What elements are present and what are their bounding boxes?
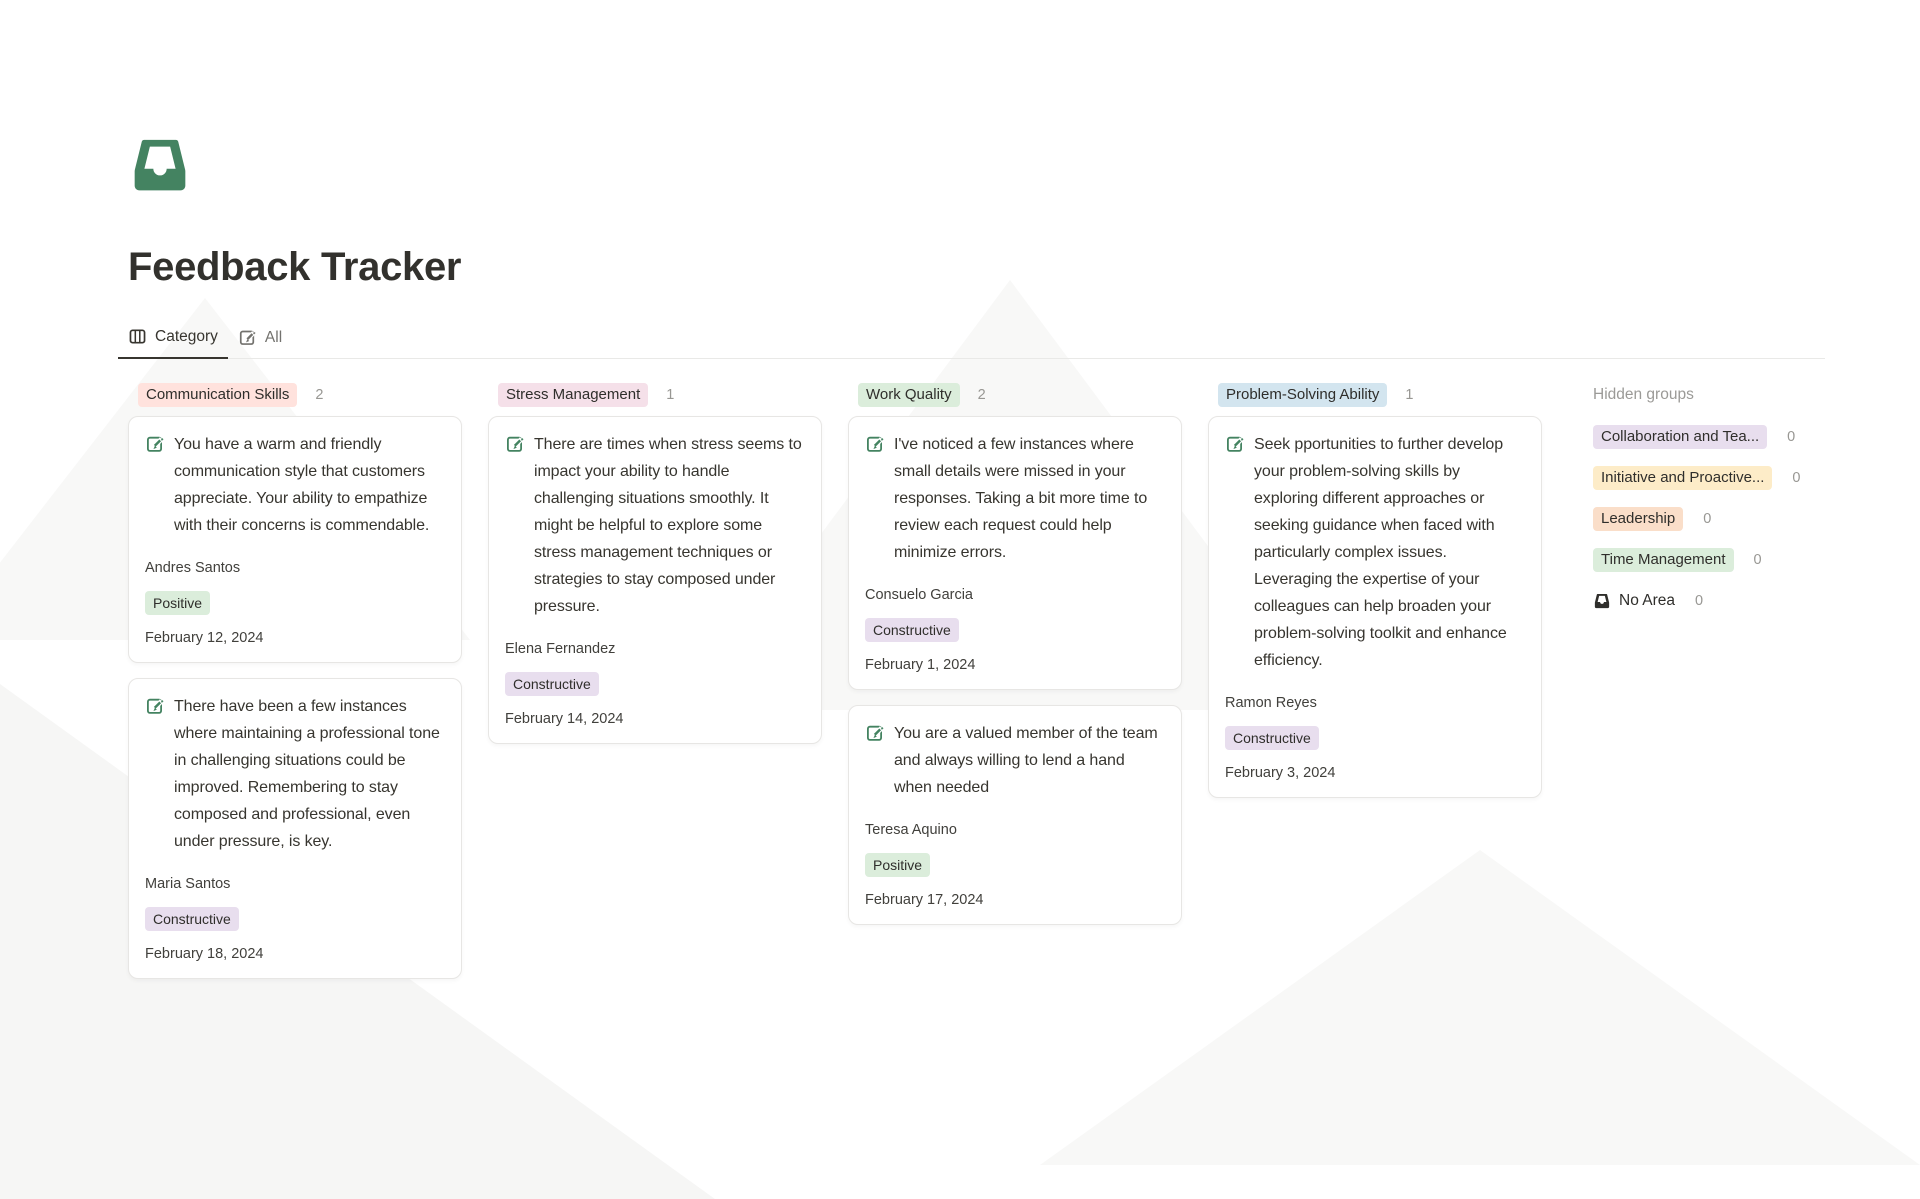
compose-icon (865, 434, 885, 454)
hidden-group-row-no-area[interactable] (1593, 589, 1858, 613)
compose-icon (238, 328, 257, 347)
feedback-card[interactable] (128, 678, 462, 979)
group-count: 0 (1792, 470, 1801, 486)
card-text: There are times when stress seems to impact your ability to handle challenging situations smoothly. It might be helpful to explore some stress management techniques or strategies to stay composed under pressure. (534, 436, 802, 615)
column-header (1208, 382, 1542, 408)
compose-icon (145, 434, 165, 454)
group-badge: Time Management (1593, 548, 1734, 573)
card-date: February 17, 2024 (865, 892, 984, 909)
board-column-work-quality (848, 382, 1182, 925)
card-date: February 14, 2024 (505, 711, 624, 728)
card-text: You are a valued member of the team and always willing to lend a hand when needed (894, 725, 1158, 797)
card-list (488, 416, 822, 744)
feedback-card[interactable] (848, 416, 1182, 690)
card-date: February 3, 2024 (1225, 765, 1336, 782)
card-text: Seek pportunities to further develop your problem-solving skills by exploring different approaches or seeking guidance when faced with particularly complex issues. Leveraging the expertise of your colleagues can help broaden your problem-solving toolkit and enhance efficiency. (1254, 436, 1507, 669)
board-column-problem-solving-ability (1208, 382, 1542, 798)
group-count: 0 (1703, 511, 1712, 527)
group-count: 0 (1753, 552, 1762, 568)
board-view-icon (128, 327, 147, 346)
compose-icon (1225, 434, 1245, 454)
board-column-stress-management (488, 382, 822, 744)
card-author: Elena Fernandez (505, 641, 616, 657)
group-badge: Initiative and Proactive... (1593, 466, 1772, 491)
compose-icon (145, 696, 165, 716)
card-text: There have been a few instances where maintaining a professional tone in challenging situations could be improved. Remembering to stay composed and professional, even under pressure, is key. (174, 698, 440, 851)
hidden-group-row-leadership[interactable] (1593, 507, 1858, 531)
tab-category[interactable] (118, 318, 228, 359)
card-author: Ramon Reyes (1225, 695, 1317, 711)
hidden-group-row-time-management[interactable] (1593, 548, 1858, 572)
feedback-card[interactable] (488, 416, 822, 744)
card-author: Consuelo Garcia (865, 587, 973, 603)
group-count: 1 (1405, 387, 1414, 403)
group-badge[interactable]: Communication Skills (138, 383, 297, 408)
card-tag: Constructive (1225, 726, 1319, 750)
group-badge[interactable]: Work Quality (858, 383, 960, 408)
tab-label: All (264, 328, 283, 346)
hidden-group-row-initiative[interactable] (1593, 466, 1858, 490)
kanban-board (128, 382, 1920, 979)
column-header (488, 382, 822, 408)
group-label: No Area (1619, 592, 1676, 609)
column-header (848, 382, 1182, 408)
card-list (1208, 416, 1542, 798)
card-author: Andres Santos (145, 560, 241, 576)
inbox-icon (1593, 592, 1611, 610)
card-author: Teresa Aquino (865, 822, 957, 839)
card-tag: Constructive (865, 618, 959, 642)
group-count: 2 (315, 387, 324, 403)
compose-icon (865, 723, 885, 743)
group-count: 0 (1787, 429, 1796, 445)
board-column-communication-skills (128, 382, 462, 979)
view-tabs (118, 318, 1825, 359)
feedback-card[interactable] (1208, 416, 1542, 798)
card-tag: Positive (865, 853, 930, 877)
group-badge: Collaboration and Tea... (1593, 425, 1767, 450)
compose-icon (505, 434, 525, 454)
card-text: You have a warm and friendly communication style that customers appreciate. Your ability to empathize with their concerns is commendable. (174, 436, 430, 534)
card-text: I've noticed a few instances where small details were missed in your responses. Taking a bit more time to review each request could help minimize errors. (894, 436, 1148, 561)
card-date: February 18, 2024 (145, 946, 264, 963)
group-count: 1 (666, 387, 675, 403)
group-badge: Leadership (1593, 507, 1683, 532)
card-tag: Constructive (505, 672, 599, 696)
hidden-group-row-collaboration[interactable] (1593, 425, 1858, 449)
group-badge[interactable]: Problem-Solving Ability (1218, 383, 1387, 408)
group-count: 2 (977, 387, 986, 403)
card-date: February 1, 2024 (865, 657, 976, 674)
group-badge[interactable]: Stress Management (498, 383, 648, 408)
hidden-groups-title: Hidden groups (1593, 386, 1694, 403)
card-date: February 12, 2024 (145, 630, 264, 647)
group-count: 0 (1695, 593, 1704, 609)
card-list (128, 416, 462, 979)
card-tag: Constructive (145, 907, 239, 931)
card-list (848, 416, 1182, 925)
feedback-card[interactable] (128, 416, 462, 663)
tab-label: Category (155, 327, 218, 345)
card-tag: Positive (145, 591, 210, 615)
tab-all[interactable] (228, 318, 292, 359)
column-header (128, 382, 462, 408)
page-title[interactable]: Feedback Tracker (128, 245, 462, 289)
page-inbox-icon[interactable] (128, 133, 192, 197)
card-author: Maria Santos (145, 876, 231, 893)
feedback-card[interactable] (848, 705, 1182, 925)
hidden-groups (1593, 382, 1858, 613)
